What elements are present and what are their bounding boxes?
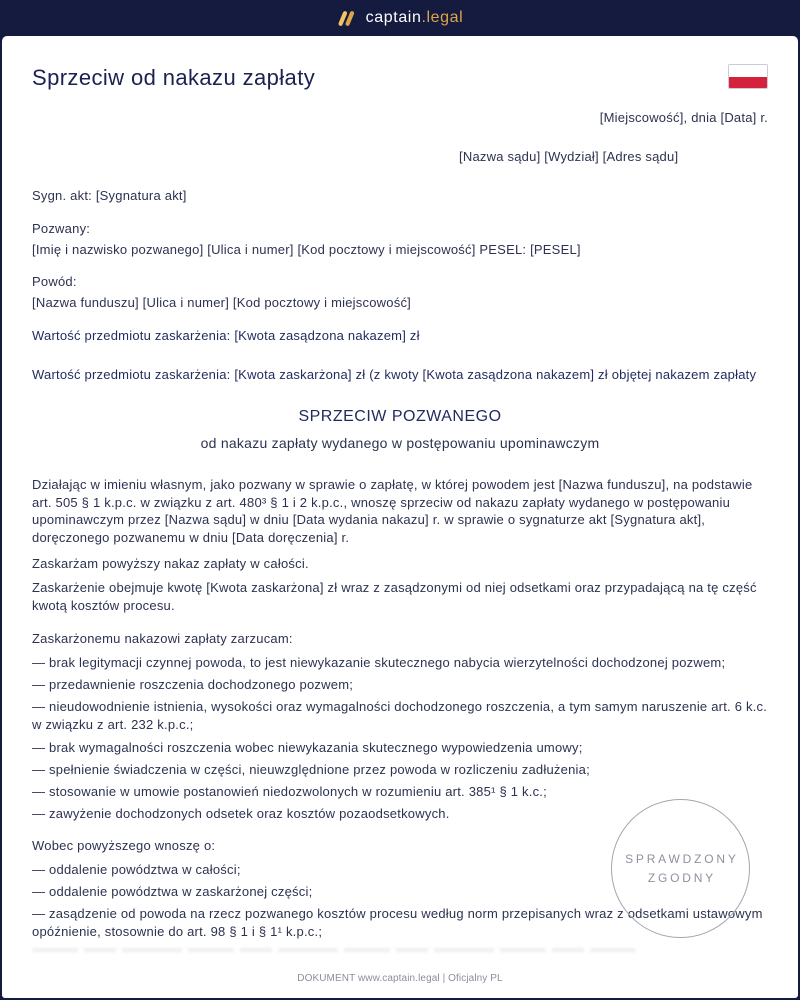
flag-white-stripe — [729, 65, 767, 77]
brand-wordmark — [366, 8, 464, 28]
list-item-line: — brak wymagalności roszczenia wobec niewykazania skutecznego wypowiedzenia umowy; — [32, 740, 583, 755]
stamp-text-line-2: ZGODNY — [647, 870, 716, 885]
objection-item — [32, 783, 772, 801]
list-item-line: — zasądzenie od powoda na rzecz pozwanego kosztów procesu według norm przepisanych wraz z odsetkami ustawowym — [32, 906, 763, 921]
list-item-line: — oddalenie powództwa w zaskarżonej części; — [32, 884, 313, 899]
objection-item — [32, 739, 772, 757]
list-item-line: opóźnienie, stosownie do art. 98 § 1 i § 1¹ k.p.c.; — [32, 924, 323, 939]
document-content — [2, 36, 798, 998]
list-item-line: — brak legitymacji czynnej powoda, to jest niewykazanie skutecznego nabycia wierzytelności dochodzonej pozwem; — [32, 655, 726, 670]
paragraph-line: doręczonego pozwanemu w dniu [Data doręczenia] r. — [32, 530, 350, 546]
flag-red-stripe — [729, 77, 767, 89]
brand-tld: .legal — [421, 9, 464, 26]
verified-stamp — [611, 799, 750, 938]
list-item-line: — oddalenie powództwa w całości; — [32, 862, 241, 877]
objection-item — [32, 698, 772, 734]
list-item-line: w związku z art. 232 k.p.c.; — [32, 717, 194, 732]
list-item-line: — zawyżenie dochodzonych odsetek oraz kosztów pozaodsetkowych. — [32, 806, 450, 821]
scope-statement: Zaskarżam powyższy nakaz zapłaty w całości. — [32, 556, 309, 571]
objection-heading: SPRZECIW POZWANEGO — [298, 408, 502, 425]
case-number: Sygn. akt: [Sygnatura akt] — [32, 188, 187, 203]
objection-item — [32, 654, 772, 672]
objection-item — [32, 676, 772, 694]
list-item-line: — nieudowodnienie istnienia, wysokości oraz wymagalności dochodzonego roszczenia, a tym samym naruszenie art. 6 k.c. — [32, 699, 768, 714]
stamp-text-line-1: SPRAWDZONY — [625, 851, 739, 866]
document-title: Sprzeciw od nakazu zapłaty — [32, 65, 316, 90]
paragraph-line: upominawczym przez [Nazwa sądu] w dniu [Data wydania nakazu] r. w sprawie o sygnaturze akt [Sygnatura akt], — [32, 512, 706, 528]
brand-name: captain — [365, 9, 422, 26]
requests-label: Wobec powyższego wnoszę o: — [32, 838, 216, 853]
court-address: [Nazwa sądu] [Wydział] [Adres sądu] — [459, 149, 679, 164]
paragraph-line: kwotą kosztów procesu. — [32, 598, 175, 613]
objection-item — [32, 761, 772, 779]
objections-label: Zaskarżonemu nakazowi zapłaty zarzucam: — [32, 631, 293, 646]
list-item-line: — przedawnienie roszczenia dochodzonego pozwem; — [32, 677, 354, 692]
scope-amount-paragraph — [32, 579, 772, 615]
paragraph-line: art. 505 § 1 k.p.c. w związku z art. 480³ § 1 i 2 k.p.c., wnoszę sprzeciw od nakazu zapłaty wydanego w postępowaniu — [32, 494, 731, 510]
place-and-date: [Miejscowość], dnia [Data] r. — [599, 110, 768, 125]
poland-flag-icon[interactable] — [728, 64, 768, 89]
defendant-label: Pozwany: — [32, 221, 91, 236]
paragraph-line: Działając w imieniu własnym, jako pozwany w sprawie o zapłatę, w której powodem jest [Nazwa funduszu], na podstawie — [32, 477, 753, 492]
bottom-fade-overlay — [2, 940, 798, 968]
captain-legal-logo-icon — [337, 10, 356, 27]
plaintiff-label: Powód: — [32, 274, 77, 289]
list-item-line: — spełnienie świadczenia w części, nieuwzględnione przez powoda w rozliczeniu zadłużenia; — [32, 762, 590, 777]
claim-value-contested: Wartość przedmiotu zaskarżenia: [Kwota zaskarżona] zł (z kwoty [Kwota zasądzona nakazem] zł objętej nakazem zapłaty — [32, 367, 757, 382]
brand-logo-link[interactable] — [337, 8, 464, 28]
claim-value-ordered: Wartość przedmiotu zaskarżenia: [Kwota zasądzona nakazem] zł — [32, 328, 420, 343]
paragraph-line: Zaskarżenie obejmuje kwotę [Kwota zaskarżona] zł wraz z zasądzonymi od niej odsetkami oraz przypadającą na tę część — [32, 580, 757, 595]
defendant-details: [Imię i nazwisko pozwanego] [Ulica i numer] [Kod pocztowy i miejscowość] PESEL: [PESEL] — [32, 242, 581, 257]
intro-paragraph — [32, 476, 772, 547]
top-bar — [0, 0, 800, 36]
list-item-line: — stosowanie w umowie postanowień niedozwolonych w rozumieniu art. 385¹ § 1 k.c.; — [32, 784, 547, 799]
document-sheet — [2, 36, 798, 998]
plaintiff-details: [Nazwa funduszu] [Ulica i numer] [Kod pocztowy i miejscowość] — [32, 295, 412, 310]
objection-subheading: od nakazu zapłaty wydanego w postępowaniu upominawczym — [200, 435, 600, 451]
footer-note: DOKUMENT www.captain.legal | Oficjalny PL — [297, 973, 503, 984]
